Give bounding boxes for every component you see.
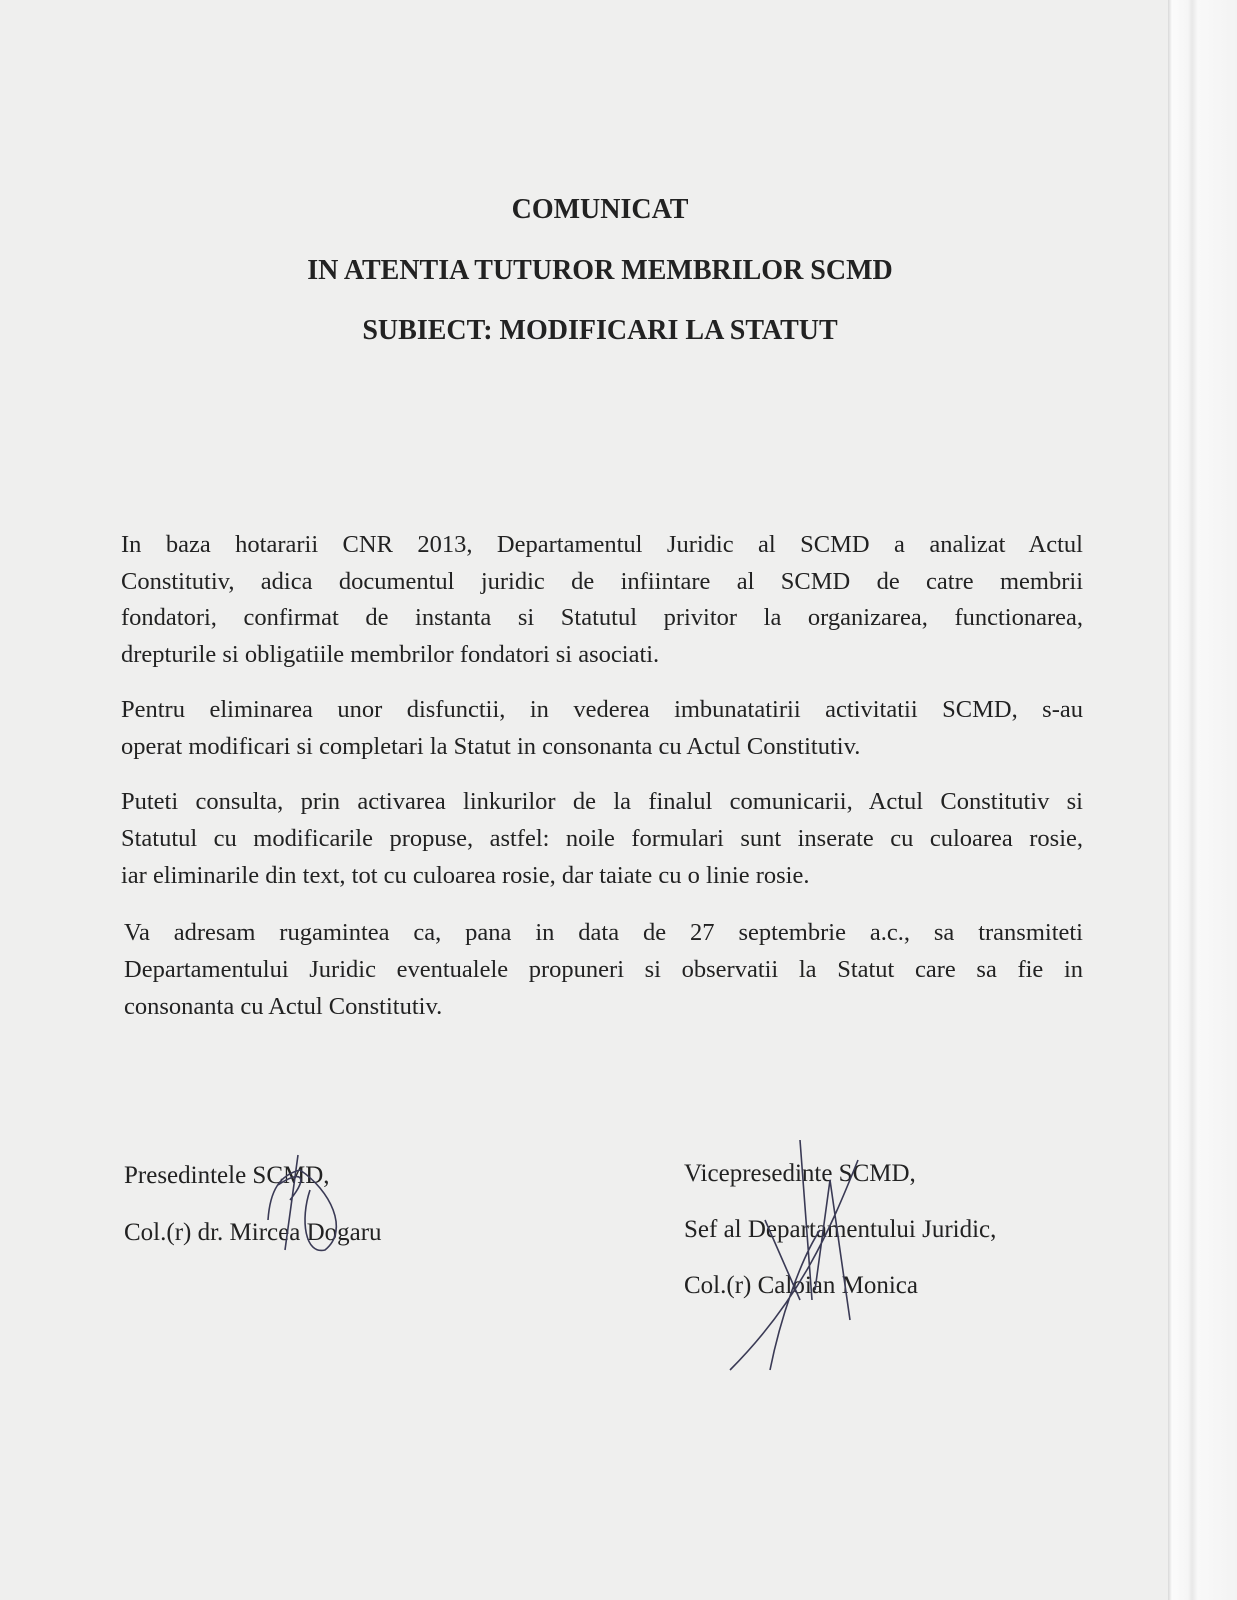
text-line: Pentru eliminarea unor disfunctii, in vederea imbunatatirii activitatii SCMD, s-au xyxy=(121,696,1083,723)
vicepresident-signature-icon xyxy=(730,1140,858,1370)
vicepresident-role: Vicepresedinte SCMD, xyxy=(684,1160,916,1187)
department-head-title: Sef al Departamentului Juridic, xyxy=(684,1216,997,1243)
text-line: fondatori, confirmat de instanta si Statutul privitor la organizarea, functionarea, xyxy=(121,604,1083,631)
president-role: Presedintele SCMD, xyxy=(124,1162,330,1189)
text-line: operat modificari si completari la Statut in consonanta cu Actul Constitutiv. xyxy=(121,733,861,760)
vicepresident-name: Col.(r) Caloian Monica xyxy=(684,1272,918,1299)
document-subtitle: IN ATENTIA TUTUROR MEMBRILOR SCMD xyxy=(307,255,893,286)
text-line: drepturile si obligatiile membrilor fondatori si asociati. xyxy=(121,641,660,668)
president-name: Col.(r) dr. Mircea Dogaru xyxy=(124,1219,382,1246)
text-line: Puteti consulta, prin activarea linkurilor de la finalul comunicarii, Actul Constitutiv si xyxy=(121,788,1083,815)
text-line: consonanta cu Actul Constitutiv. xyxy=(124,993,443,1020)
text-line: Statutul cu modificarile propuse, astfel: noile formulari sunt inserate cu culoarea rosie, xyxy=(121,825,1083,852)
text-line: Va adresam rugamintea ca, pana in data de 27 septembrie a.c., sa transmiteti xyxy=(124,919,1083,946)
text-line: In baza hotararii CNR 2013, Departamentul Juridic al SCMD a analizat Actul xyxy=(121,531,1083,558)
text-line: iar eliminarile din text, tot cu culoarea rosie, dar taiate cu o linie rosie. xyxy=(121,862,810,889)
text-line: Departamentului Juridic eventualele propuneri si observatii la Statut care sa fie in xyxy=(124,956,1083,983)
president-signature-icon xyxy=(268,1155,336,1250)
text-line: Constitutiv, adica documentul juridic de infiintare al SCMD de catre membrii xyxy=(121,568,1083,595)
document-title: COMUNICAT xyxy=(511,194,689,225)
document-subject: SUBIECT: MODIFICARI LA STATUT xyxy=(362,315,838,346)
